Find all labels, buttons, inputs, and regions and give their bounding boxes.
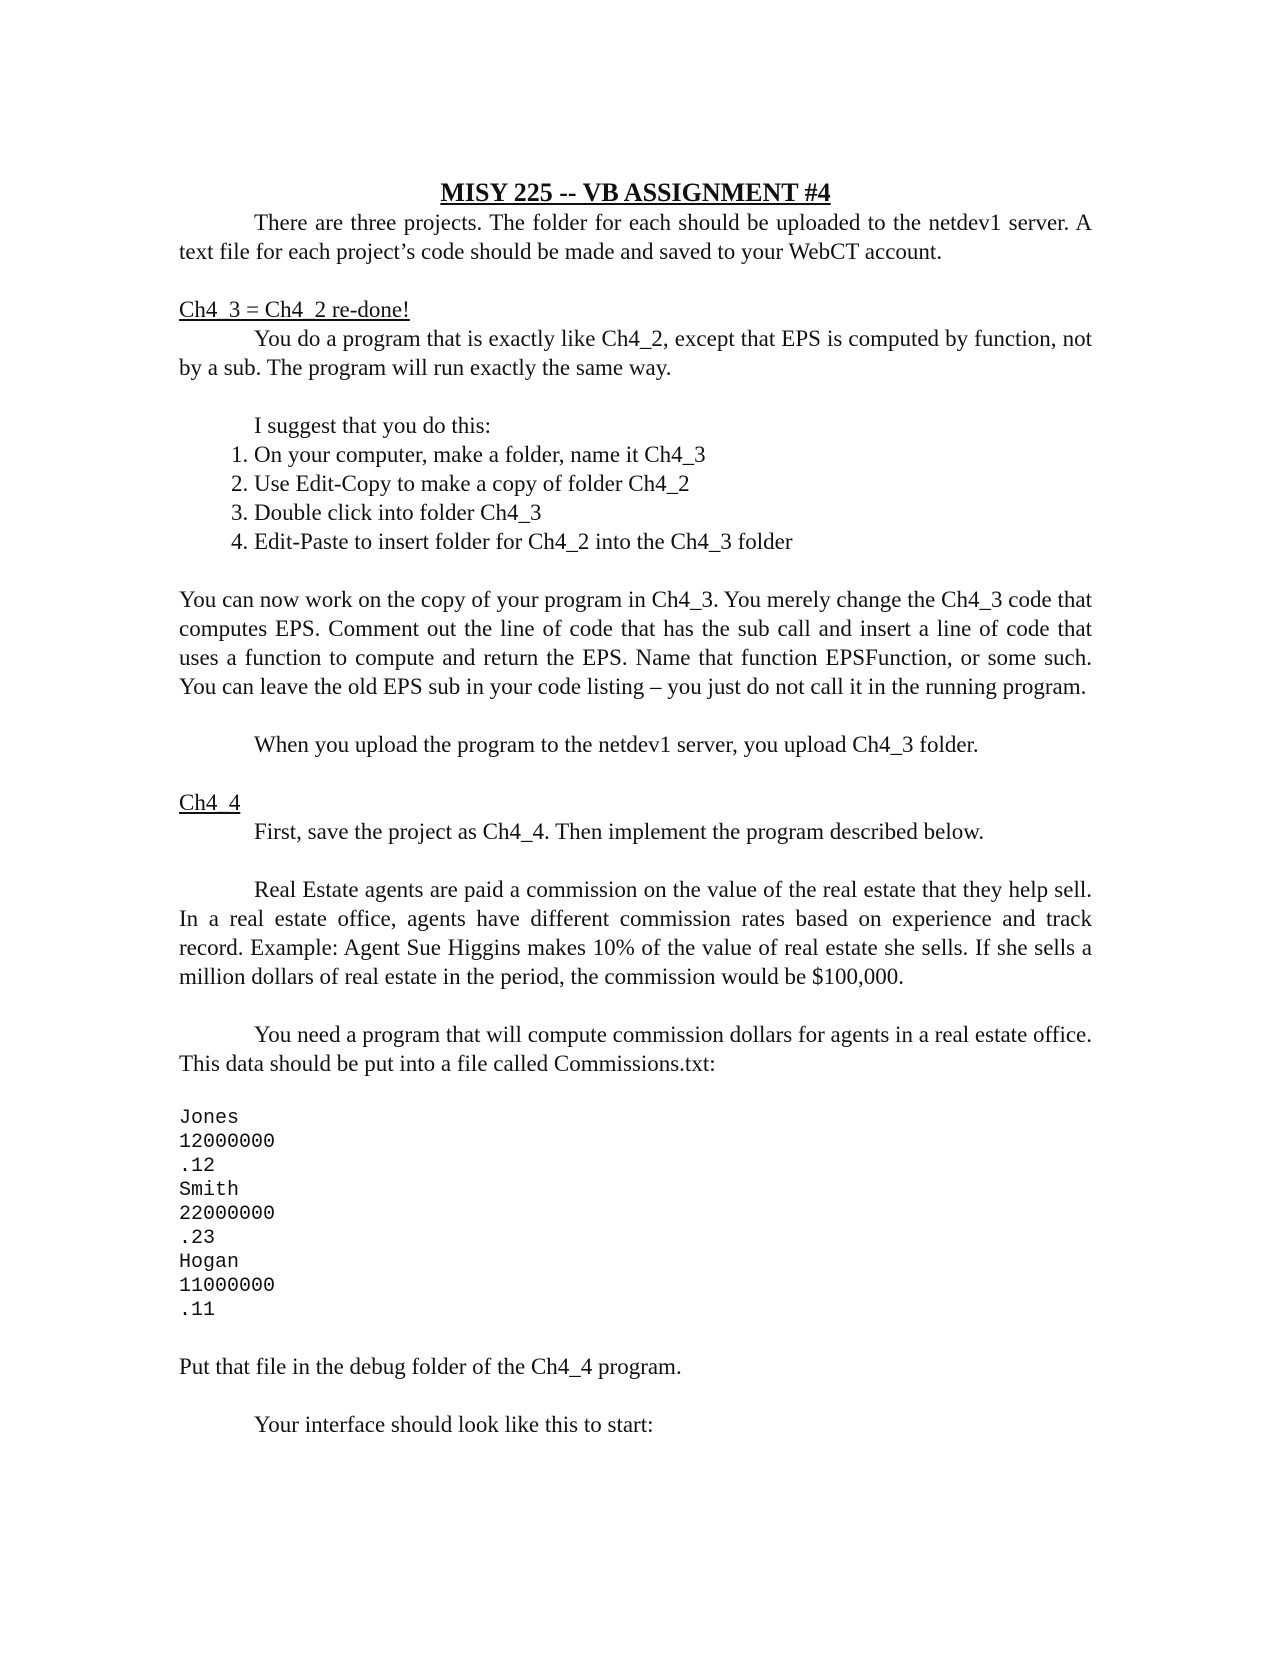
steps-list [179,440,1092,556]
list-item: 1. On your computer, make a folder, name it Ch4_3 [254,440,1092,469]
document-page [179,178,1092,1439]
upload-note: When you upload the program to the netdev1 server, you upload Ch4_3 folder. [254,732,979,757]
list-item: 3. Double click into folder Ch4_3 [254,498,1092,527]
program-need-paragraph: You need a program that will compute commission dollars for agents in a real estate office. This data should be put into a file called Commissions.txt: [179,1022,1092,1076]
file-line: Jones [179,1107,240,1130]
intro-paragraph: There are three projects. The folder for each should be uploaded to the netdev1 server. A text file for each project’s code should be made and saved to your WebCT account. [179,210,1092,264]
file-line: Hogan [179,1251,240,1274]
file-line: 11000000 [179,1275,276,1298]
file-line: 22000000 [179,1203,276,1226]
section-heading-ch4-3: Ch4_3 = Ch4_2 re-done! [179,297,410,322]
file-line: .11 [179,1299,216,1322]
document-title: MISY 225 -- VB ASSIGNMENT #4 [440,178,831,207]
suggest-line: I suggest that you do this: [254,413,492,438]
file-line: Smith [179,1179,240,1202]
list-item: 4. Edit-Paste to insert folder for Ch4_2 into the Ch4_3 folder [254,527,1092,556]
ch4-4-save-line: First, save the project as Ch4_4. Then implement the program described below. [254,819,985,844]
ch4-3-paragraph: You do a program that is exactly like Ch4_2, except that EPS is computed by function, not by a sub. The program will run exactly the same way. [179,326,1092,380]
file-line: .23 [179,1227,216,1250]
commissions-file-listing [179,1107,1092,1323]
file-line: .12 [179,1155,216,1178]
interface-intro: Your interface should look like this to start: [254,1412,654,1437]
real-estate-paragraph: Real Estate agents are paid a commission on the value of the real estate that they help sell. In a real estate office, agents have different commission rates based on experience and track record. Example: Agent Sue Higgins makes 10% of the value of real estate she sells. If she sells a million dollars of real estate in the period, the commission would be $100,000. [179,877,1092,989]
section-heading-ch4-4: Ch4_4 [179,790,241,815]
ch4-3-instructions: You can now work on the copy of your program in Ch4_3. You merely change the Ch4_3 code that computes EPS. Comment out the line of code that has the sub call and insert a line of code that uses a function to compute and return the EPS. Name that function EPSFunction, or some such. You can leave the old EPS sub in your code listing – you just do not call it in the running program. [179,587,1092,699]
file-line: 12000000 [179,1131,276,1154]
list-item: 2. Use Edit-Copy to make a copy of folder Ch4_2 [254,469,1092,498]
debug-folder-note: Put that file in the debug folder of the Ch4_4 program. [179,1354,682,1379]
